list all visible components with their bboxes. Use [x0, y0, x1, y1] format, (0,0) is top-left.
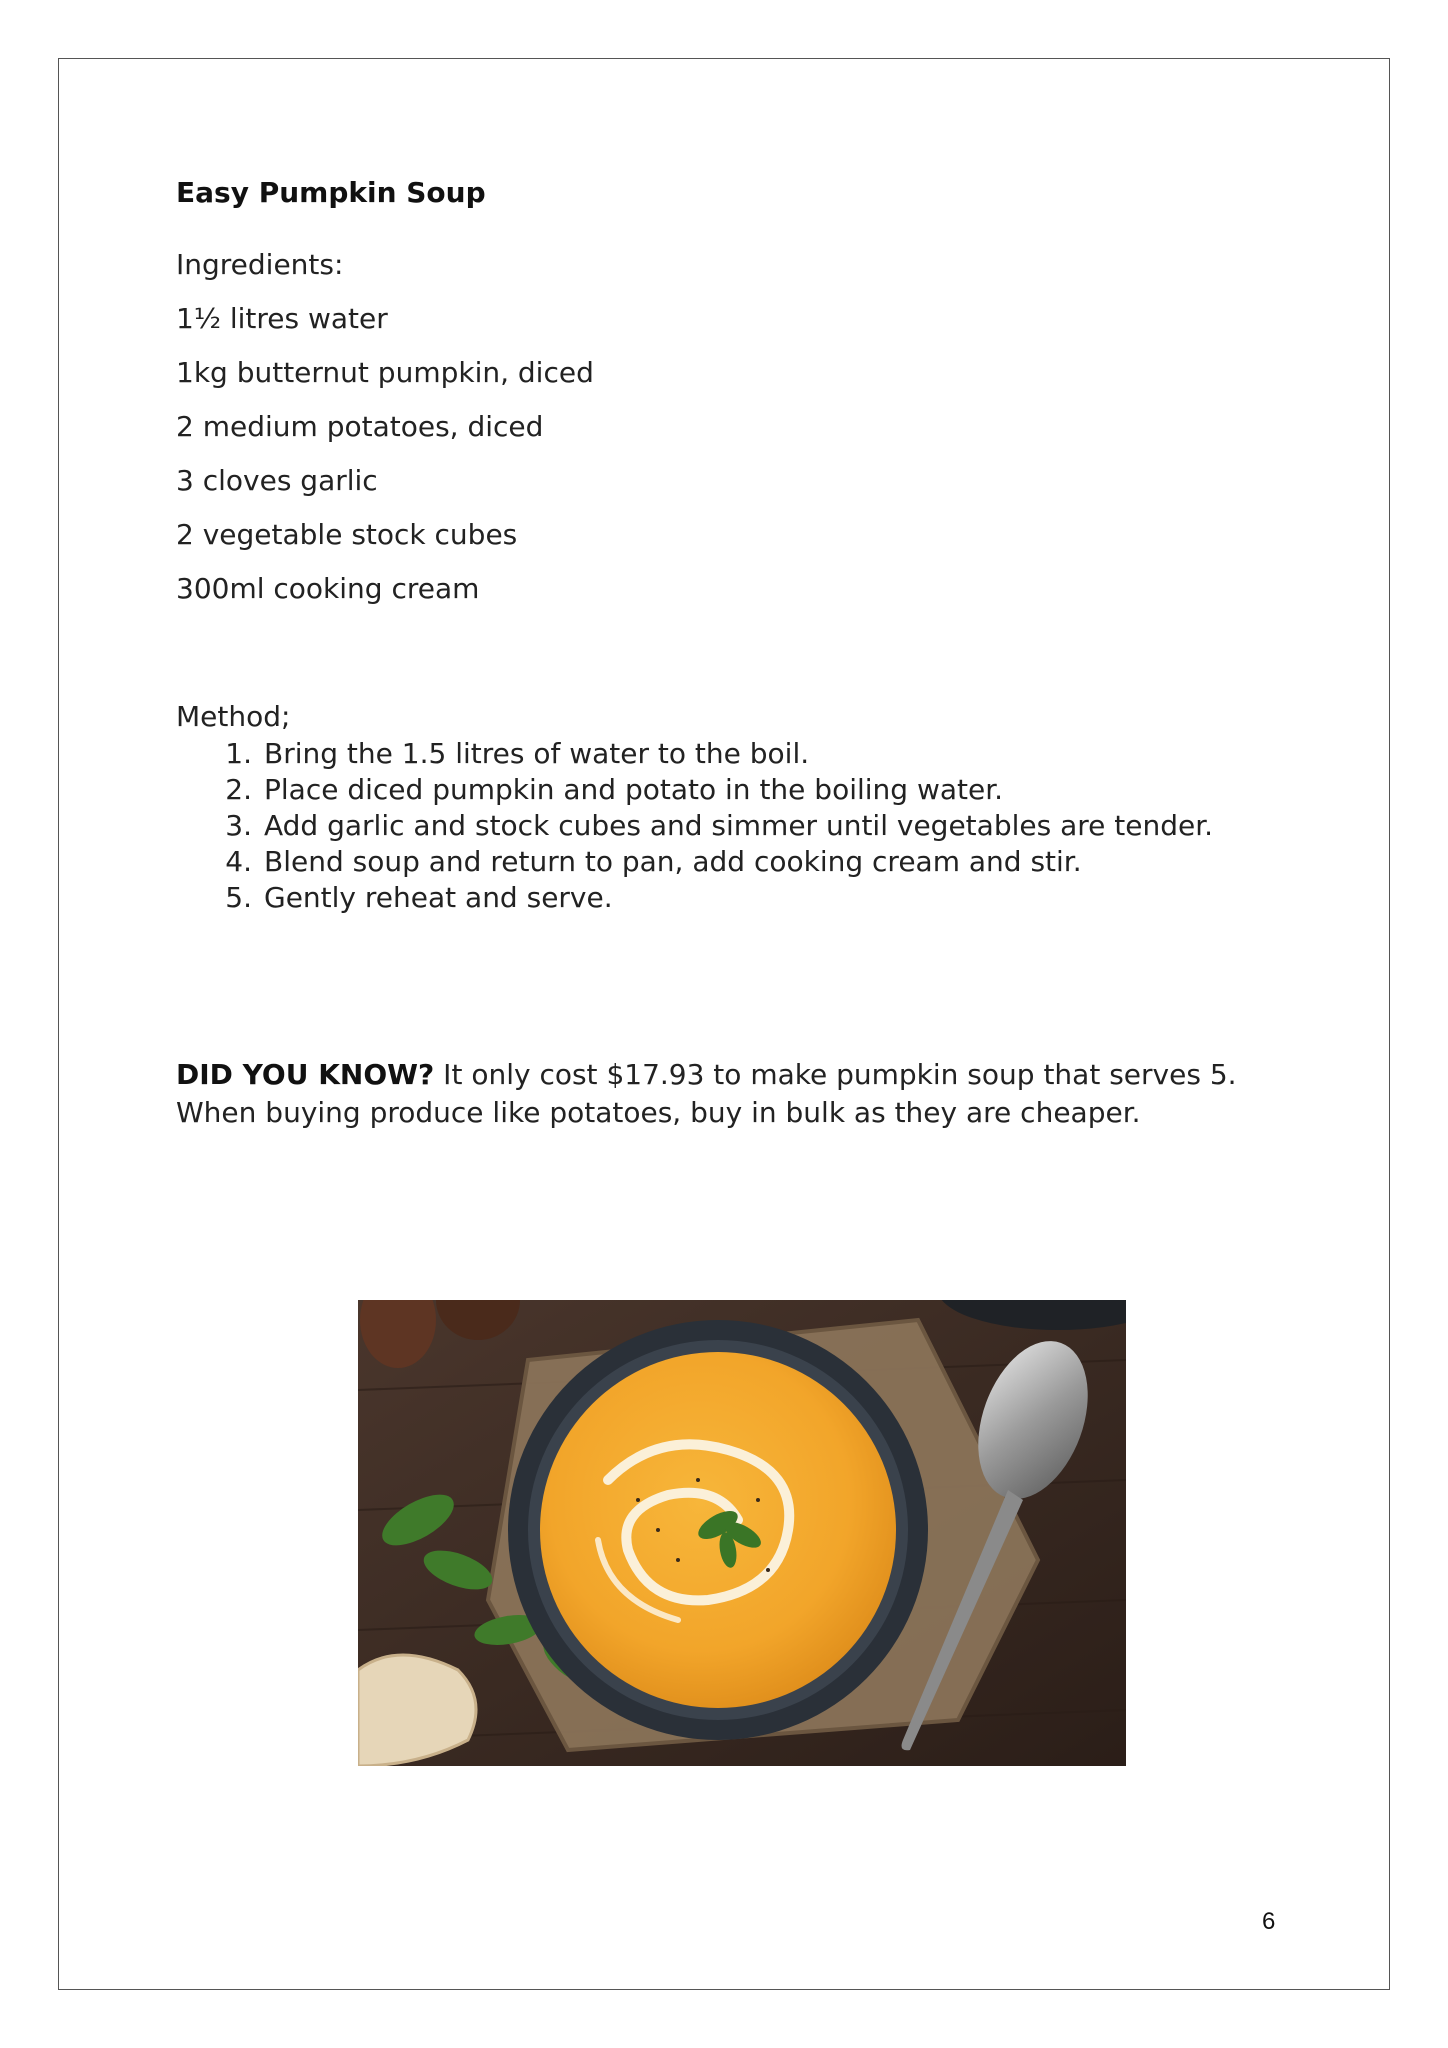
step-text: Place diced pumpkin and potato in the boiling water.	[264, 773, 1004, 806]
step-number: 3.	[225, 809, 252, 842]
step-text: Bring the 1.5 litres of water to the boil.	[264, 737, 810, 770]
method-step	[176, 880, 1213, 916]
page-number: 6	[1262, 1908, 1276, 1935]
step-number: 1.	[225, 737, 252, 770]
step-number: 5.	[225, 881, 252, 914]
ingredient-item: 2 vegetable stock cubes	[176, 518, 518, 551]
step-number: 2.	[225, 773, 252, 806]
ingredients-heading: Ingredients:	[176, 248, 344, 281]
did-you-know-line2: When buying produce like potatoes, buy in bulk as they are cheaper.	[176, 1096, 1141, 1129]
ingredient-item: 1½ litres water	[176, 302, 388, 335]
method-step	[176, 808, 1213, 844]
method-step	[176, 736, 1213, 772]
recipe-title: Easy Pumpkin Soup	[176, 176, 486, 209]
ingredient-item: 1kg butternut pumpkin, diced	[176, 356, 594, 389]
ingredient-item: 3 cloves garlic	[176, 464, 378, 497]
ingredient-item: 300ml cooking cream	[176, 572, 480, 605]
did-you-know-line1: It only cost $17.93 to make pumpkin soup that serves 5.	[434, 1058, 1237, 1091]
step-text: Blend soup and return to pan, add cooking cream and stir.	[264, 845, 1082, 878]
step-number: 4.	[225, 845, 252, 878]
method-step	[176, 844, 1213, 880]
step-text: Add garlic and stock cubes and simmer until vegetables are tender.	[264, 809, 1214, 842]
did-you-know-note	[176, 1056, 1326, 1132]
method-heading: Method;	[176, 700, 291, 733]
method-steps	[176, 736, 1213, 916]
ingredient-item: 2 medium potatoes, diced	[176, 410, 544, 443]
method-step	[176, 772, 1213, 808]
soup-photo	[358, 1300, 1126, 1766]
step-text: Gently reheat and serve.	[264, 881, 613, 914]
did-you-know-label: DID YOU KNOW?	[176, 1058, 435, 1091]
